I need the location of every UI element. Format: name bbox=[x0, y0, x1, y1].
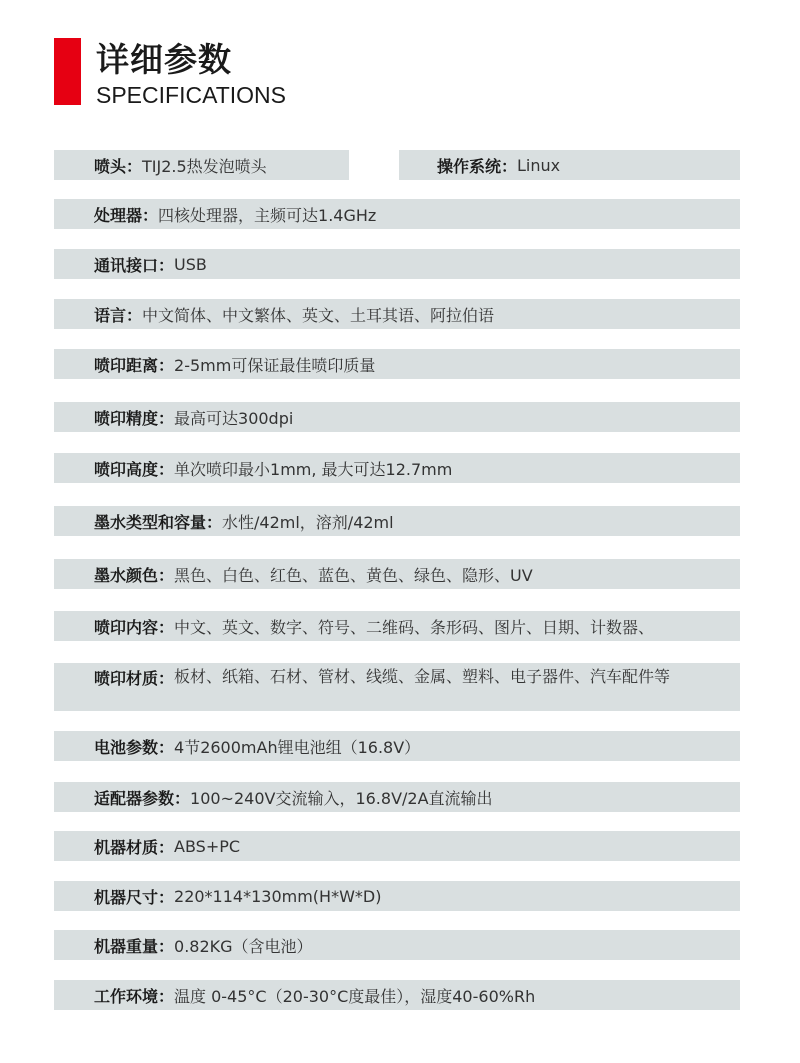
spec-value: USB bbox=[174, 254, 207, 274]
spec-label: 适配器参数： bbox=[94, 788, 191, 808]
spec-row-environment bbox=[54, 980, 740, 1010]
spec-value: 板材、纸箱、石材、管材、线缆、金属、塑料、电子器件、汽车配件等 bbox=[174, 667, 671, 686]
spec-row-processor bbox=[54, 199, 740, 229]
spec-row-os bbox=[399, 150, 740, 180]
page-title: 详细参数 bbox=[96, 40, 232, 79]
spec-value: 100~240V交流输入，16.8V/2A直流输出 bbox=[190, 788, 493, 808]
spec-label: 工作环境： bbox=[94, 986, 175, 1006]
page-subtitle: SPECIFICATIONS bbox=[96, 82, 286, 108]
spec-row-printhead bbox=[54, 150, 349, 180]
spec-value: 温度 0-45°C（20-30°C度最佳），湿度40-60%Rh bbox=[174, 986, 536, 1006]
spec-value: 220*114*130mm(H*W*D) bbox=[174, 886, 382, 906]
spec-label: 电池参数： bbox=[94, 737, 175, 757]
spec-label: 喷印材质： bbox=[94, 669, 175, 688]
spec-row-print-material bbox=[54, 663, 740, 711]
spec-value: 水性/42ml，溶剂/42ml bbox=[222, 512, 394, 532]
spec-label: 喷头： bbox=[94, 156, 143, 176]
spec-value: ABS+PC bbox=[174, 836, 241, 856]
spec-label: 操作系统： bbox=[437, 156, 518, 176]
spec-row-print-distance bbox=[54, 349, 740, 379]
title-accent-bar bbox=[54, 38, 81, 105]
spec-row-weight bbox=[54, 930, 740, 960]
spec-value: 2-5mm可保证最佳喷印质量 bbox=[174, 355, 376, 375]
spec-value: 四核处理器，主频可达1.4GHz bbox=[158, 205, 377, 225]
spec-value: 中文、英文、数字、符号、二维码、条形码、图片、日期、计数器、 bbox=[174, 617, 655, 637]
spec-value: 中文简体、中文繁体、英文、土耳其语、阿拉伯语 bbox=[142, 305, 495, 325]
spec-label: 墨水类型和容量： bbox=[94, 512, 223, 532]
spec-row-ink-type bbox=[54, 506, 740, 536]
spec-value: 单次喷印最小1mm, 最大可达12.7mm bbox=[174, 459, 453, 479]
spec-value: 最高可达300dpi bbox=[174, 408, 294, 428]
spec-label: 机器重量： bbox=[94, 936, 175, 956]
spec-row-adapter bbox=[54, 782, 740, 812]
spec-label: 语言： bbox=[94, 305, 143, 325]
spec-row-battery bbox=[54, 731, 740, 761]
spec-label: 喷印距离： bbox=[94, 355, 175, 375]
spec-value: 黑色、白色、红色、蓝色、黄色、绿色、隐形、UV bbox=[174, 565, 533, 585]
spec-label: 机器材质： bbox=[94, 837, 175, 857]
spec-row-interface bbox=[54, 249, 740, 279]
spec-row-print-resolution bbox=[54, 402, 740, 432]
spec-value: Linux bbox=[517, 155, 561, 175]
spec-label: 墨水颜色： bbox=[94, 565, 175, 585]
spec-label: 喷印内容： bbox=[94, 617, 175, 637]
spec-row-housing-material bbox=[54, 831, 740, 861]
spec-label: 机器尺寸： bbox=[94, 887, 175, 907]
spec-label: 喷印高度： bbox=[94, 459, 175, 479]
spec-label: 喷印精度： bbox=[94, 408, 175, 428]
spec-row-language bbox=[54, 299, 740, 329]
spec-value: 4节2600mAh锂电池组（16.8V） bbox=[174, 737, 421, 757]
spec-label: 处理器： bbox=[94, 205, 159, 225]
spec-row-ink-color bbox=[54, 559, 740, 589]
spec-row-dimensions bbox=[54, 881, 740, 911]
spec-value: TIJ2.5热发泡喷头 bbox=[142, 156, 267, 176]
spec-row-print-height bbox=[54, 453, 740, 483]
spec-label: 通讯接口： bbox=[94, 255, 175, 275]
spec-value: 0.82KG（含电池） bbox=[174, 936, 313, 956]
spec-row-print-content bbox=[54, 611, 740, 641]
